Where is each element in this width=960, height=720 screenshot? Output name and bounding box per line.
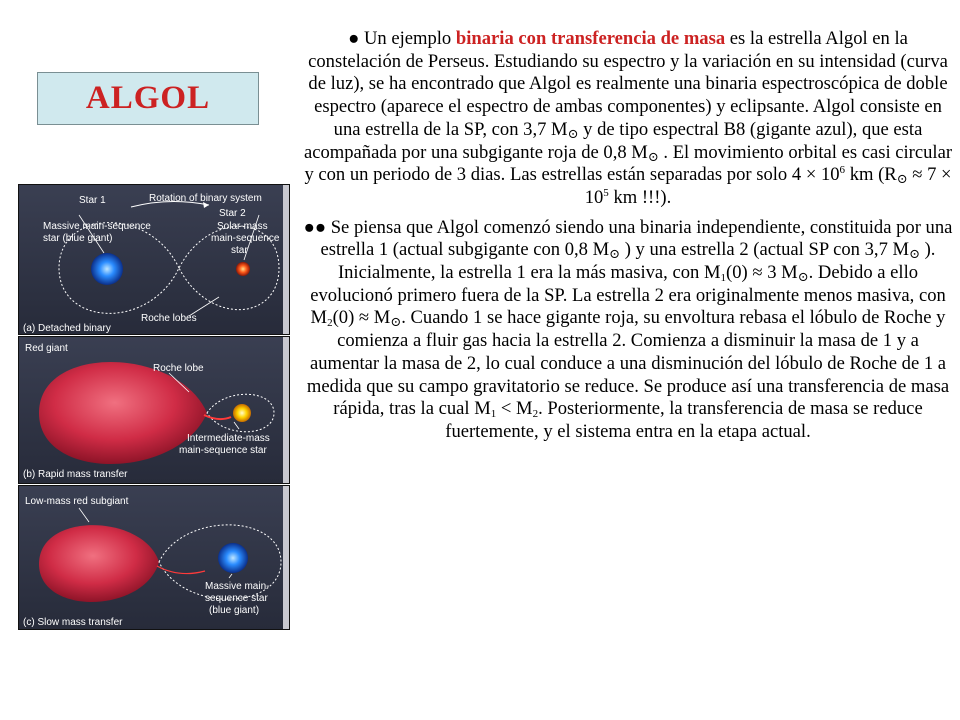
bullet-1: ● (348, 28, 360, 49)
label-subgiant: Low-mass red subgiant (25, 496, 129, 507)
label-red-giant: Red giant (25, 343, 68, 354)
sun-symbol: ⊙ (797, 269, 809, 285)
label-rotation: Rotation of binary system (149, 193, 262, 204)
highlight-term: binaria con transferencia de masa (455, 28, 726, 49)
figure-panel-detached (18, 184, 290, 335)
sun-symbol: ⊙ (647, 148, 659, 164)
sun-symbol: ⊙ (909, 246, 920, 262)
rapid-transfer-diagram (19, 337, 290, 484)
solar-mass-star (236, 262, 250, 276)
label-intermediate-2: main-sequence star (179, 445, 267, 456)
intermediate-mass-star (233, 404, 251, 422)
label-star1: Star 1 (79, 195, 106, 206)
title-box (37, 72, 259, 125)
label-intermediate-1: Intermediate-mass (187, 433, 270, 444)
blue-giant-star (91, 253, 123, 285)
figure-panel-slow (18, 485, 290, 630)
blue-giant-star-c (218, 543, 248, 573)
label-roche-lobe: Roche lobe (153, 363, 204, 374)
sun-symbol: ⊙ (567, 125, 579, 141)
paragraph-1: ● Un ejemplo binaria con transferencia de masa es la estrella Algol en la constelación de Perseus. Estudiando su espectro y la variación en su intensidad (curva de luz), se ha encontrado que Algol es realmente una binaria espectroscópica de doble espectro (aparece el espectro de ambas componentes) y eclipsante. Algol consiste en una estrella de la SP, con 3,7 $M_⊙$ y de tipo espectral B8 (gigante azul), que esta acompañada por una subgigante roja de 0,8 $M_⊙$ . El movimiento orbital es casi circular y con un periodo de 3 dias. Las estrellas están separadas por solo $4 \times 10^6$ km ($R_⊙ \approx 7 \times 10^5$ km !!!). (303, 28, 953, 208)
caption-b: (b) Rapid mass transfer (23, 469, 128, 480)
label-roche-lobes: Roche lobes (141, 313, 197, 324)
bullet-2: ●● (303, 216, 327, 238)
label-massive-1: Massive main-sequence (43, 221, 151, 232)
label-massive-c-3: (blue giant) (209, 605, 260, 616)
caption-c: (c) Slow mass transfer (23, 617, 123, 628)
paragraph-2: ●● Se piensa que Algol comenzó siendo una binaria independiente, constituida por una estrella 1 (actual subgigante con 0,8 $M_⊙$ ) y una estrella 2 (actual SP con 3,7 $M_⊙$ ). Inicialmente, la estrella 1 era la más masiva, con $M_1(0) \approx 3$ $M_⊙$. Debido a ello evolucionó primero fuera de la SP. La estrella 2 era originalmente menos masiva, con $M_2(0) \approx M_⊙$. Cuando 1 se hace gigante roja, su envoltura rebasa el lóbulo de Roche y comienza a fluir gas hacia la estrella 2. Comienza a disminuir la masa de 1 y a aumentar la masa de 2, lo cual conduce a una disminución del lóbulo de Roche de 1 a medida que su campo gravitatorio se reduce. Se produce así una transferencia de masa rápida, tras la cual $M_1 < M_2$. Posteriormente, la transferencia de masa se reduce fuertemente, y el sistema entra en la etapa actual. (303, 216, 953, 442)
caption-a: (a) Detached binary (23, 323, 111, 334)
label-solar-1: Solar-mass (217, 221, 268, 232)
text-column (303, 28, 953, 444)
label-massive-c-2: sequence star (205, 593, 268, 604)
page-title: ALGOL (85, 80, 211, 116)
label-solar-2: main-sequence (211, 233, 280, 244)
sun-symbol: ⊙ (609, 246, 621, 262)
label-massive-2: star (blue giant) (43, 233, 113, 244)
sun-symbol: ⊙ (896, 171, 908, 187)
sun-symbol: ⊙ (390, 314, 402, 330)
label-solar-3: star (231, 245, 248, 256)
figure-panel-rapid (18, 336, 290, 484)
label-massive-c-1: Massive main- (205, 581, 270, 592)
label-star2: Star 2 (219, 208, 246, 219)
